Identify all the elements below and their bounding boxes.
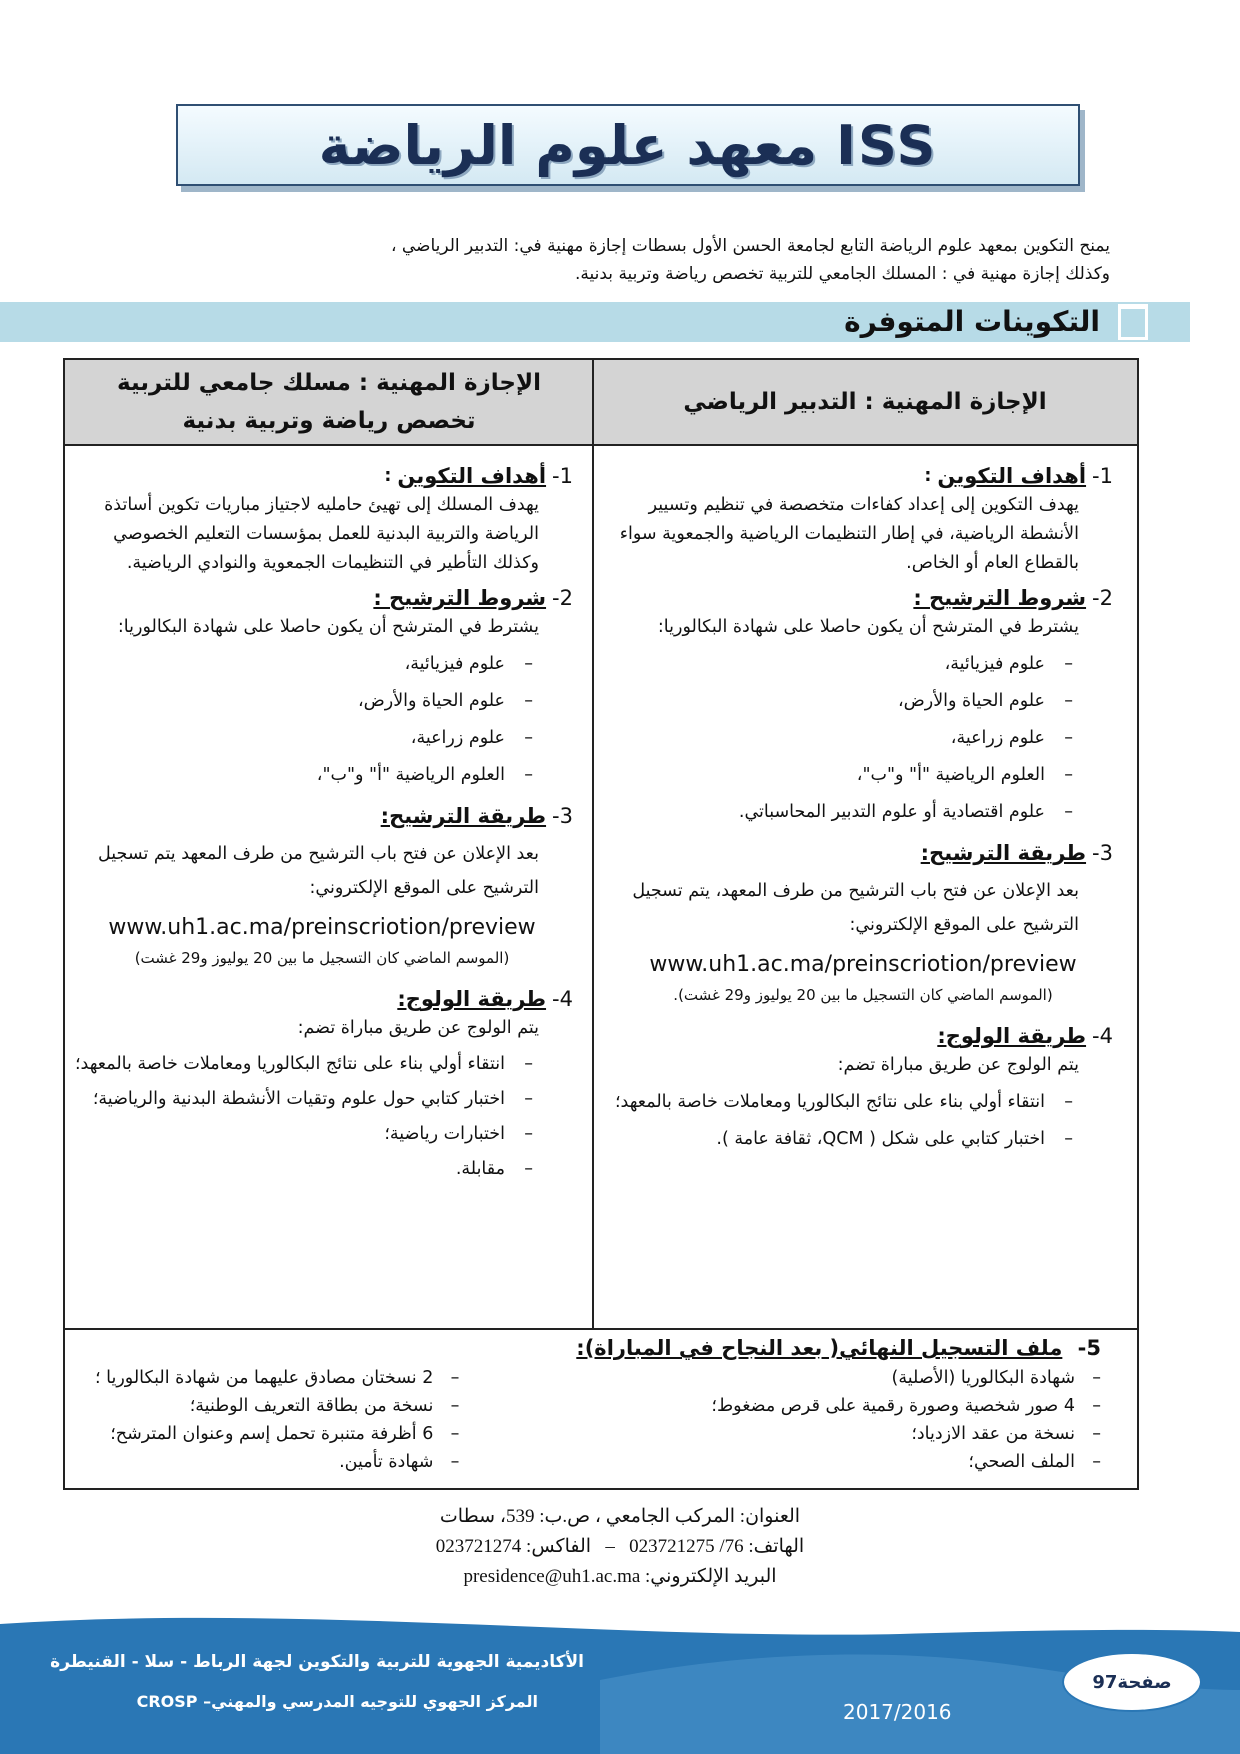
- intro-paragraph: [380, 232, 1110, 288]
- intro-line-2: وكذلك إجازة مهنية في : المسلك الجامعي للتربية تخصص رياضة وتربية بدنية.: [575, 264, 1110, 284]
- left-column: [65, 446, 591, 1191]
- list-item: – 4 صور شخصية وصورة رقمية على قرص مضغوط؛: [711, 1392, 1101, 1420]
- contact-phone-fax: [300, 1532, 940, 1562]
- list-item: – 2 نسختان مصادق عليهما من شهادة البكالوريا ؛: [95, 1364, 459, 1392]
- admission-text: يتم الولوج عن طريق مباراة تضم:: [837, 1055, 1079, 1075]
- section-conditions: 2- شروط الترشيح :: [913, 586, 1113, 610]
- conditions-text: يشترط في المترشح أن يكون حاصلا على شهادة البكالوريا:: [117, 617, 539, 637]
- list-item: – شهادة البكالوريا (الأصلية): [711, 1364, 1101, 1392]
- list-item: – علوم الحياة والأرض،: [71, 687, 533, 716]
- list-item: – نسخة من بطاقة التعريف الوطنية؛: [95, 1392, 459, 1420]
- right-column-header: الإجازة المهنية : التدبير الرياضي: [593, 360, 1137, 446]
- footer-academy: الأكاديمية الجهوية للتربية والتكوين لجهة الرباط - سلا - القنيطرة: [50, 1652, 584, 1672]
- section-objectives: 1- أهداف التكوين :: [384, 464, 573, 488]
- application-text: بعد الإعلان عن فتح باب الترشيح من طرف المعهد، يتم تسجيل الترشيح على الموقع الإلكتروني:: [632, 881, 1079, 935]
- list-item: – اختبارات رياضية؛: [71, 1121, 533, 1148]
- conditions-list: [71, 650, 573, 790]
- application-note: (الموسم الماضي كان التسجيل ما بين 20 يوليوز و29 غشت).: [673, 986, 1053, 1004]
- intro-line-1: يمنح التكوين بمعهد علوم الرياضة التابع لجامعة الحسن الأول بسطات إجازة مهنية في: التدبير الرياضي ،: [390, 236, 1110, 256]
- left-header-line-2: تخصص رياضة وتربية بدنية: [182, 408, 476, 434]
- footer-wave: [0, 1610, 1240, 1754]
- list-item: – علوم الحياة والأرض،: [613, 687, 1073, 716]
- footer-year: 2017/2016: [843, 1700, 952, 1724]
- final-file-lists: [95, 1364, 1101, 1476]
- application-text: بعد الإعلان عن فتح باب الترشيح من طرف المعهد يتم تسجيل الترشيح على الموقع الإلكتروني:: [98, 844, 539, 898]
- application-url-link[interactable]: www.uh1.ac.ma/preinscriotion/preview: [649, 952, 1077, 977]
- final-file-list-right: [711, 1364, 1101, 1476]
- application-url-link[interactable]: www.uh1.ac.ma/preinscriotion/preview: [108, 915, 536, 940]
- list-item: – انتقاء أولي بناء على نتائج البكالوريا ومعاملات خاصة بالمعهد؛: [71, 1051, 533, 1078]
- contact-block: [300, 1502, 940, 1592]
- admission-list: [613, 1088, 1113, 1154]
- footer-band: [0, 1610, 1240, 1754]
- application-note: (الموسم الماضي كان التسجيل ما بين 20 يوليوز و29 غشت): [134, 949, 510, 967]
- objectives-text: يهدف التكوين إلى إعداد كفاءات متخصصة في تنظيم وتسيير الأنشطة الرياضية، في إطار التنظيمات الرياضية والجمعوية سواء بالقطاع العام أو الخاص.: [619, 495, 1079, 573]
- section-marker-icon: [1118, 304, 1148, 340]
- column-divider: [592, 360, 594, 1330]
- section-admission: 4- طريقة الولوج:: [937, 1024, 1113, 1048]
- footer-center: المركز الجهوي للتوجيه المدرسي والمهني– CROSP: [136, 1692, 538, 1711]
- list-item: – علوم زراعية،: [613, 724, 1073, 753]
- contact-separator: –: [605, 1536, 615, 1557]
- list-item: – اختبار كتابي حول علوم وتقيات الأنشطة البدنية والرياضية؛: [71, 1086, 533, 1113]
- objectives-text: يهدف المسلك إلى تهيئ حامليه لاجتياز مباريات تكوين أساتذة الرياضة والتربية البدنية للعمل بمؤسسات التعليم الخصوصي وكذلك التأطير في التنظيمات الجمعوية والنوادي الرياضية.: [104, 495, 539, 573]
- contact-address: العنوان: المركب الجامعي ، ص.ب: 539، سطات: [439, 1506, 801, 1527]
- left-header-line-1: الإجازة المهنية : مسلك جامعي للتربية: [117, 370, 541, 396]
- list-item: – العلوم الرياضية "أ" و"ب"،: [613, 761, 1073, 790]
- contact-email[interactable]: البريد الإلكتروني: presidence@uh1.ac.ma: [463, 1566, 777, 1587]
- list-item: – نسخة من عقد الازدياد؛: [711, 1420, 1101, 1448]
- section-admission: 4- طريقة الولوج:: [397, 987, 573, 1011]
- list-item: – شهادة تأمين.: [95, 1448, 459, 1476]
- admission-list: [71, 1051, 573, 1183]
- list-item: – 6 أظرفة متنبرة تحمل إسم وعنوان المترشح؛: [95, 1420, 459, 1448]
- list-item: – علوم فيزيائية،: [613, 650, 1073, 679]
- list-item: – العلوم الرياضية "أ" و"ب"،: [71, 761, 533, 790]
- section-objectives: 1- أهداف التكوين :: [924, 464, 1113, 488]
- list-item: – علوم فيزيائية،: [71, 650, 533, 679]
- page-title: معهد علوم الرياضة ISS: [176, 104, 1080, 186]
- final-file-list-left: [95, 1364, 459, 1476]
- final-file-heading: 5- ملف التسجيل النهائي( بعد النجاح في المباراة):: [576, 1336, 1101, 1360]
- list-item: – انتقاء أولي بناء على نتائج البكالوريا ومعاملات خاصة بالمعهد؛: [613, 1088, 1073, 1117]
- list-item: – اختبار كتابي على شكل ( QCM، ثقافة عامة ).: [613, 1125, 1073, 1154]
- right-column: [605, 446, 1135, 1162]
- section-application: 3- طريقة الترشيح:: [380, 804, 573, 828]
- list-item: – علوم زراعية،: [71, 724, 533, 753]
- list-item: – علوم اقتصادية أو علوم التدبير المحاسباتي.: [613, 798, 1073, 827]
- left-column-header: [65, 360, 593, 446]
- section-conditions: 2- شروط الترشيح :: [373, 586, 573, 610]
- final-registration-file: [65, 1330, 1137, 1490]
- page-number-badge: صفحة97: [1062, 1652, 1202, 1712]
- contact-phone: الهاتف: 76/ 023721275: [629, 1536, 805, 1557]
- section-title: التكوينات المتوفرة: [844, 305, 1100, 338]
- section-application: 3- طريقة الترشيح:: [920, 841, 1113, 865]
- list-item: – الملف الصحي؛: [711, 1448, 1101, 1476]
- contact-fax: الفاكس: 023721274: [435, 1536, 592, 1557]
- list-item: – مقابلة.: [71, 1156, 533, 1183]
- conditions-list: [613, 650, 1113, 827]
- conditions-text: يشترط في المترشح أن يكون حاصلا على شهادة البكالوريا:: [657, 617, 1079, 637]
- programs-table: [63, 358, 1139, 1490]
- admission-text: يتم الولوج عن طريق مباراة تضم:: [297, 1018, 539, 1038]
